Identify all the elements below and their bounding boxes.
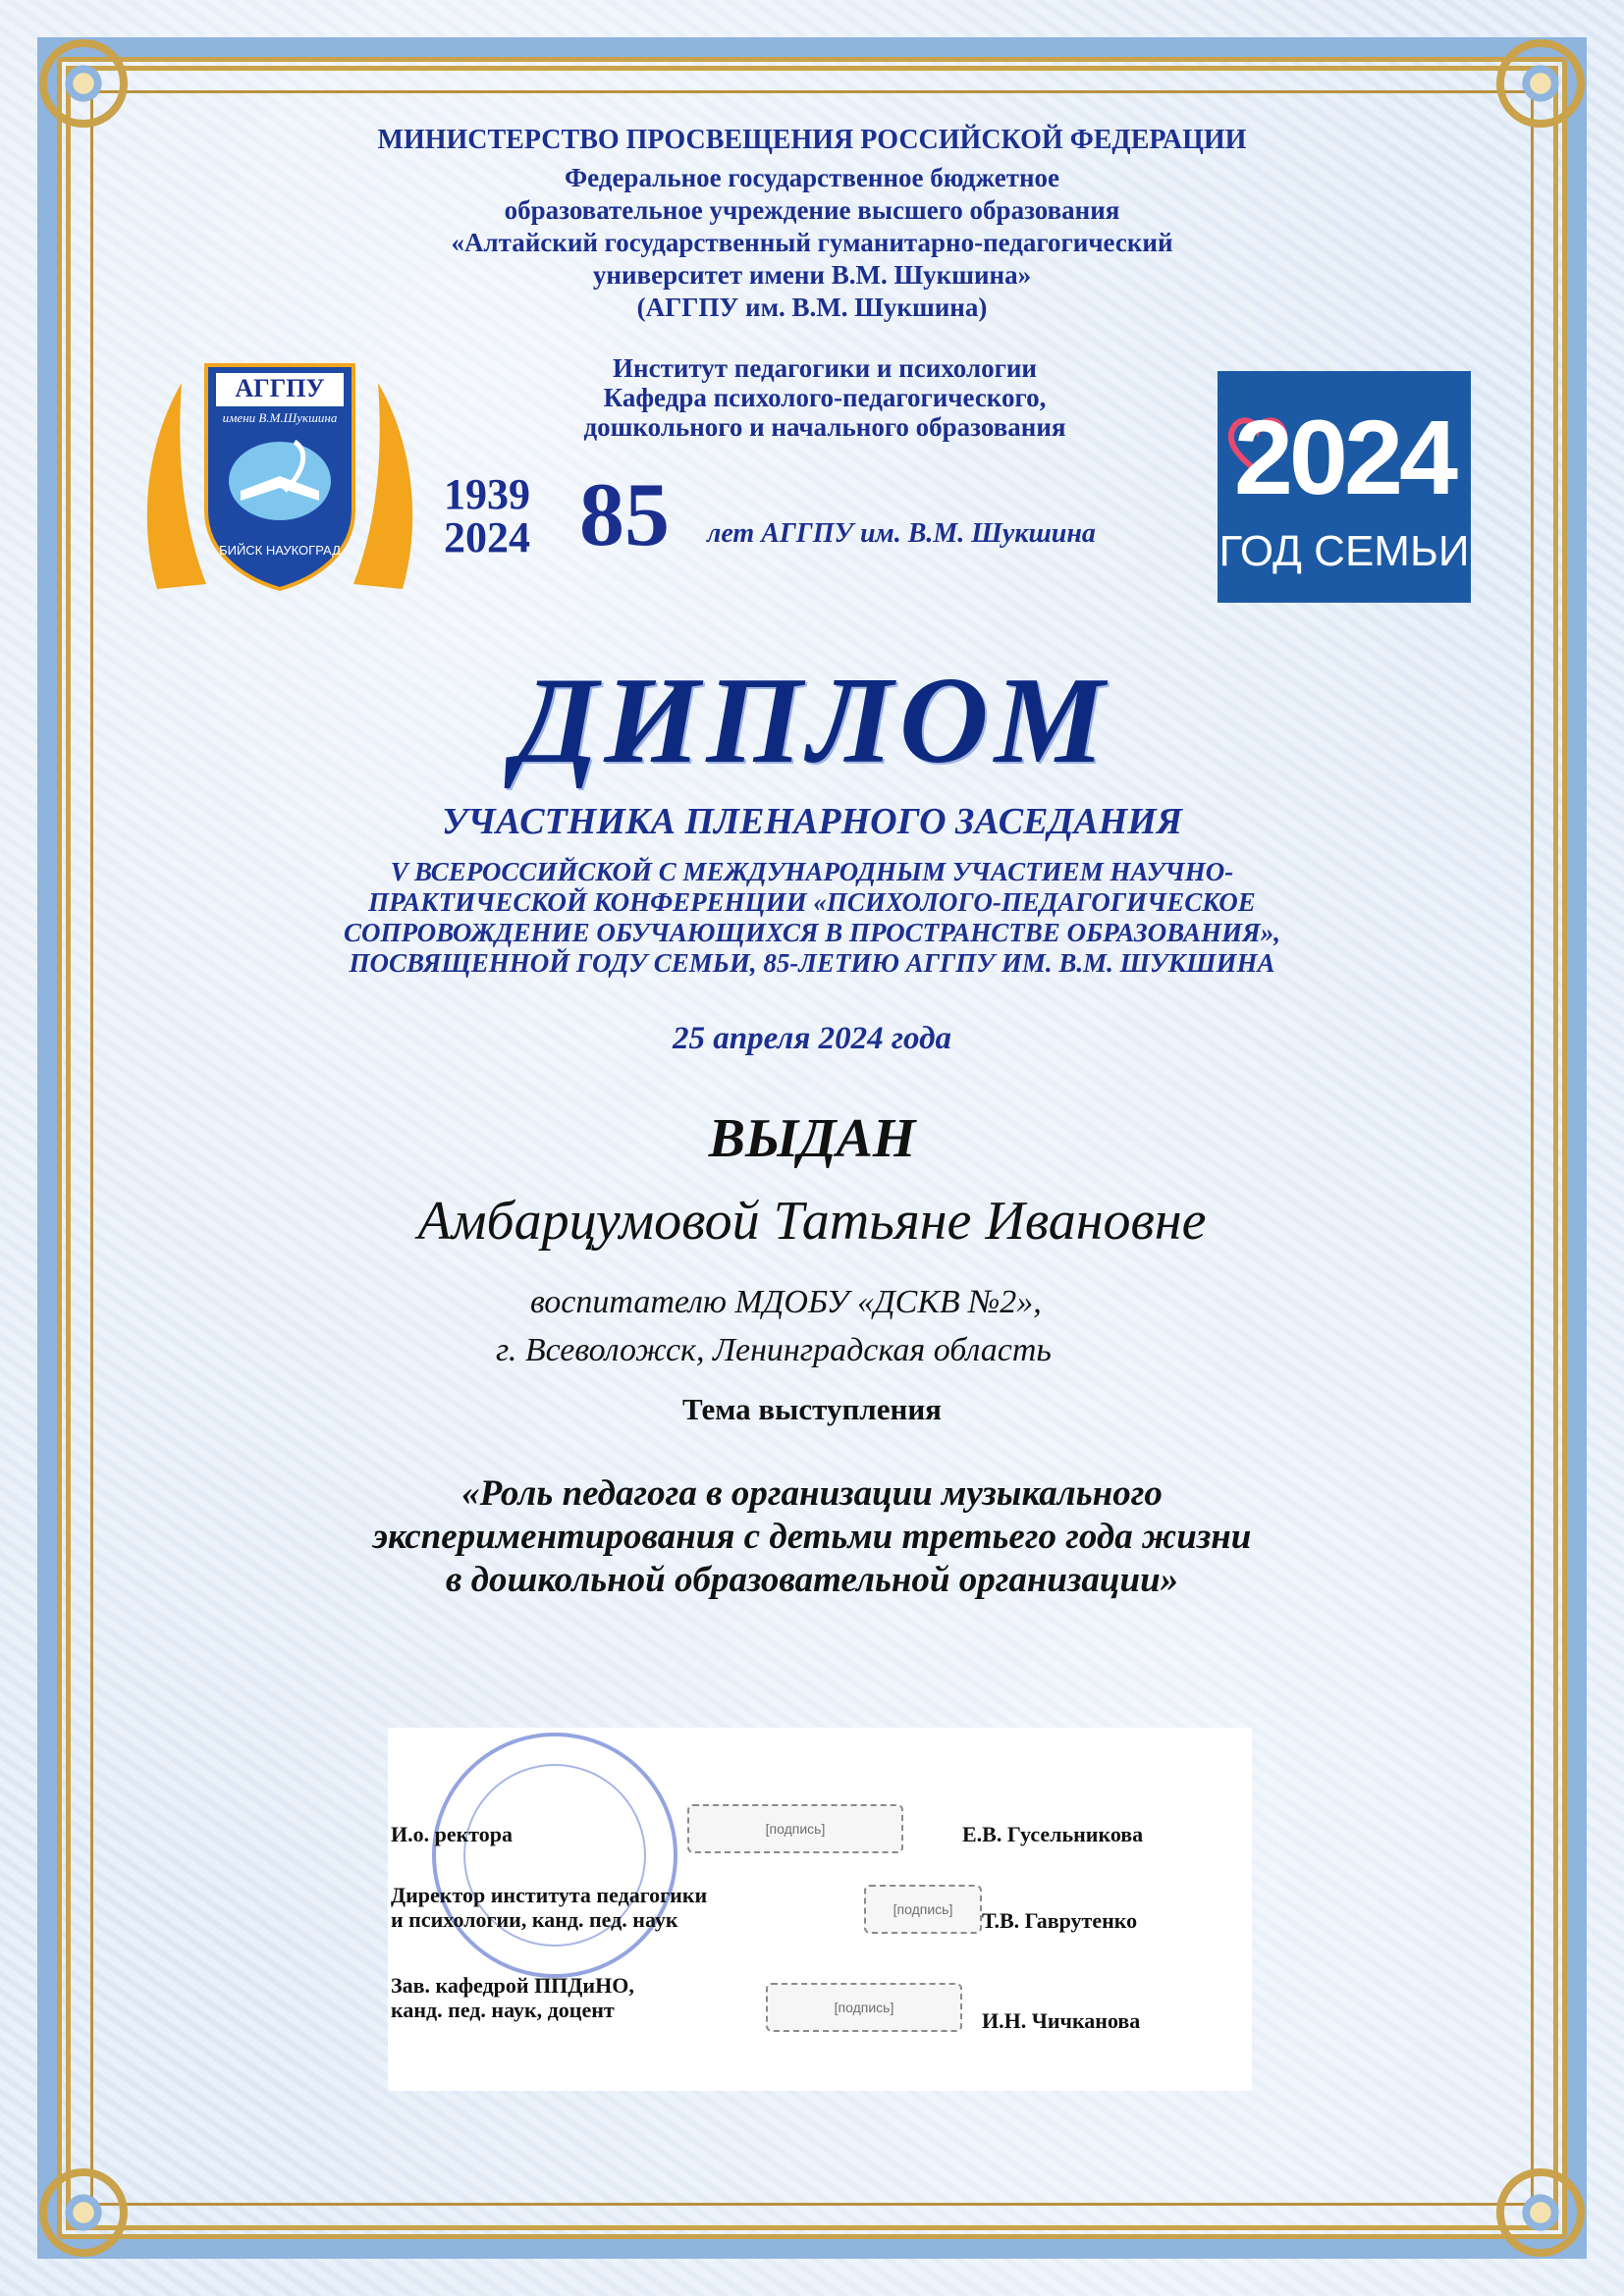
anniversary-year-end: 2024 (444, 513, 530, 561)
recipient-position: воспитателю МДОБУ «ДСКВ №2», (530, 1284, 1042, 1320)
conference-line: ПРАКТИЧЕСКОЙ КОНФЕРЕНЦИИ «ПСИХОЛОГО-ПЕДАГОГИЧЕСКОЕ (368, 887, 1256, 917)
recipient-name: Амбарцумовой Татьяне Ивановне (417, 1191, 1207, 1252)
year-of-family-badge (1218, 371, 1471, 603)
conference-line: СОПРОВОЖДЕНИЕ ОБУЧАЮЩИХСЯ В ПРОСТРАНСТВЕ ОБРАЗОВАНИЯ», (344, 918, 1280, 947)
institute-line: Кафедра психолого-педагогического, (603, 383, 1047, 412)
conference-line: ПОСВЯЩЕННОЙ ГОДУ СЕМЬИ, 85-ЛЕТИЮ АГГПУ ИМ. В.М. ШУКШИНА (349, 948, 1275, 978)
signatory-role: Зав. кафедрой ППДиНО, канд. пед. наук, доцент (391, 1973, 634, 2022)
corner-ornament-icon (1496, 39, 1585, 128)
institute-line: Институт педагогики и психологии (613, 353, 1037, 383)
signature-placeholder: [подпись] (864, 1885, 982, 1934)
talk-topic (0, 1472, 1624, 1602)
logo-abbr: АГГПУ (235, 374, 325, 402)
signatory-name: Е.В. Гусельникова (962, 1822, 1144, 1846)
institute-block (491, 353, 1159, 442)
signatory-role: И.о. ректора (391, 1822, 514, 1846)
corner-ornament-icon (39, 2168, 128, 2257)
corner-ornament-icon (1496, 2168, 1585, 2257)
logo-city: БИЙСК НАУКОГРАД (219, 543, 341, 558)
university-line: образовательное учреждение высшего образования (504, 195, 1120, 225)
institute-line: дошкольного и начального образования (583, 412, 1066, 442)
signatory-name: И.Н. Чичканова (982, 2008, 1141, 2033)
issued-label: ВЫДАН (708, 1108, 916, 1169)
university-logo (137, 353, 422, 599)
logo-laurel-right (353, 383, 412, 589)
ministry-name: МИНИСТЕРСТВО ПРОСВЕЩЕНИЯ РОССИЙСКОЙ ФЕДЕРАЦИИ (377, 125, 1247, 155)
diploma-subtitle: УЧАСТНИКА ПЛЕНАРНОГО ЗАСЕДАНИЯ (441, 801, 1183, 842)
event-date: 25 апреля 2024 года (673, 1021, 951, 1056)
badge-caption: ГОД СЕМЬИ (1218, 527, 1470, 575)
university-abbr: (АГГПУ им. В.М. Шукшина) (636, 293, 988, 322)
recipient-city: г. Всеволожск, Ленинградская область (496, 1332, 1052, 1368)
signatory-name: Т.В. Гаврутенко (982, 1908, 1138, 1933)
university-line: «Алтайский государственный гуманитарно-педагогический (451, 228, 1173, 257)
logo-subtitle: имени В.М.Шукшина (222, 410, 338, 425)
corner-ornament-icon (39, 39, 128, 128)
badge-year: 2024 (1233, 398, 1455, 516)
conference-description (0, 857, 1624, 979)
topic-line: «Роль педагога в организации музыкального (461, 1473, 1163, 1514)
anniversary-number: 85 (579, 464, 670, 564)
signatory-role: Директор института педагогики и психологии, канд. пед. наук (391, 1883, 708, 1932)
signature-placeholder: [подпись] (766, 1983, 962, 2032)
anniversary-years (444, 470, 530, 561)
conference-line: V ВСЕРОССИЙСКОЙ С МЕЖДУНАРОДНЫМ УЧАСТИЕМ НАУЧНО- (390, 857, 1234, 886)
topic-label: Тема выступления (682, 1392, 942, 1426)
university-line: Федеральное государственное бюджетное (564, 163, 1060, 192)
official-seal-icon (432, 1733, 677, 1978)
topic-line: в дошкольной образовательной организации» (445, 1560, 1179, 1600)
anniversary-text: лет АГГПУ им. В.М. Шукшина (707, 518, 1096, 549)
diploma-title: ДИПЛОМ (514, 653, 1110, 789)
logo-laurel-left (147, 383, 206, 589)
university-line: университет имени В.М. Шукшина» (592, 260, 1032, 290)
topic-line: экспериментирования с детьми третьего года жизни (372, 1517, 1252, 1557)
signature-placeholder: [подпись] (687, 1804, 903, 1853)
anniversary-year-start: 1939 (444, 470, 530, 518)
